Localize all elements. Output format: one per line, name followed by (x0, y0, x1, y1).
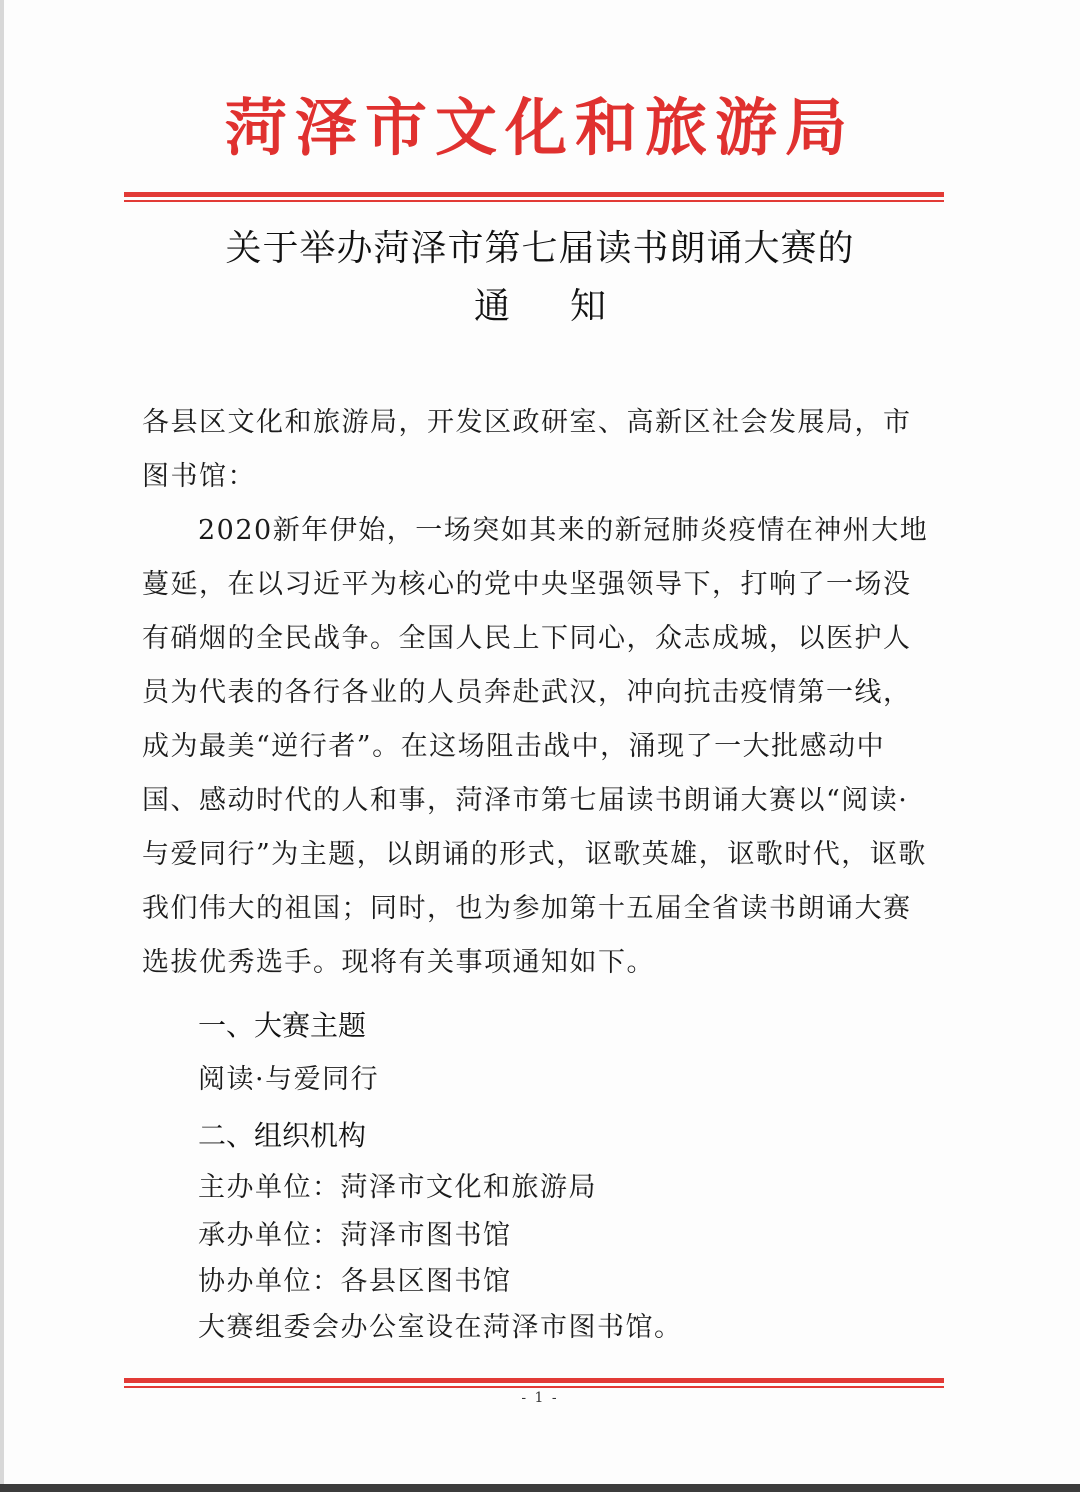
footer-red-rule (124, 1378, 944, 1388)
header-red-rule (124, 192, 944, 202)
page-number: - 1 - (521, 1390, 559, 1406)
co-organizer-unit: 协办单位：各县区图书馆 (198, 1266, 512, 1297)
document-title-line-2: 通知 (473, 286, 666, 327)
committee-office-note: 大赛组委会办公室设在菏泽市图书馆。 (198, 1312, 683, 1343)
salutation: 各县区文化和旅游局，开发区政研室、高新区社会发展局，市图书馆： (142, 407, 912, 492)
footer-rule-thick (124, 1378, 944, 1383)
host-unit: 主办单位：菏泽市文化和旅游局 (198, 1172, 597, 1203)
header-rule-thick (124, 192, 944, 197)
agency-masthead: 菏泽市文化和旅游局 (224, 91, 855, 164)
contest-theme: 阅读·与爱同行 (198, 1064, 380, 1095)
section-2-heading: 二、组织机构 (198, 1119, 367, 1152)
section-1-heading: 一、大赛主题 (198, 1009, 367, 1042)
footer-rule-thin (124, 1386, 944, 1388)
document-title-line-1: 关于举办菏泽市第七届读书朗诵大赛的 (225, 228, 855, 269)
organizer-unit: 承办单位：菏泽市图书馆 (198, 1220, 512, 1251)
scan-bottom-edge (0, 1484, 1080, 1492)
intro-paragraph: 2020新年伊始，一场突如其来的新冠肺炎疫情在神州大地蔓延，在以习近平为核心的党中央坚强领导下，打响了一场没有硝烟的全民战争。全国人民上下同心，众志成城，以医护人员为代表的各行各业的人员奔赴武汉，冲向抗击疫情第一线，成为最美“逆行者”。在这场阻击战中，涌现了一大批感动中国、感动时代的人和事，菏泽市第七届读书朗诵大赛以“阅读·与爱同行”为主题，以朗诵的形式，讴歌英雄，讴歌时代，讴歌我们伟大的祖国；同时，也为参加第十五届全省读书朗诵大赛选拔优秀选手。现将有关事项通知如下。 (142, 515, 929, 978)
header-rule-thin (124, 200, 944, 202)
